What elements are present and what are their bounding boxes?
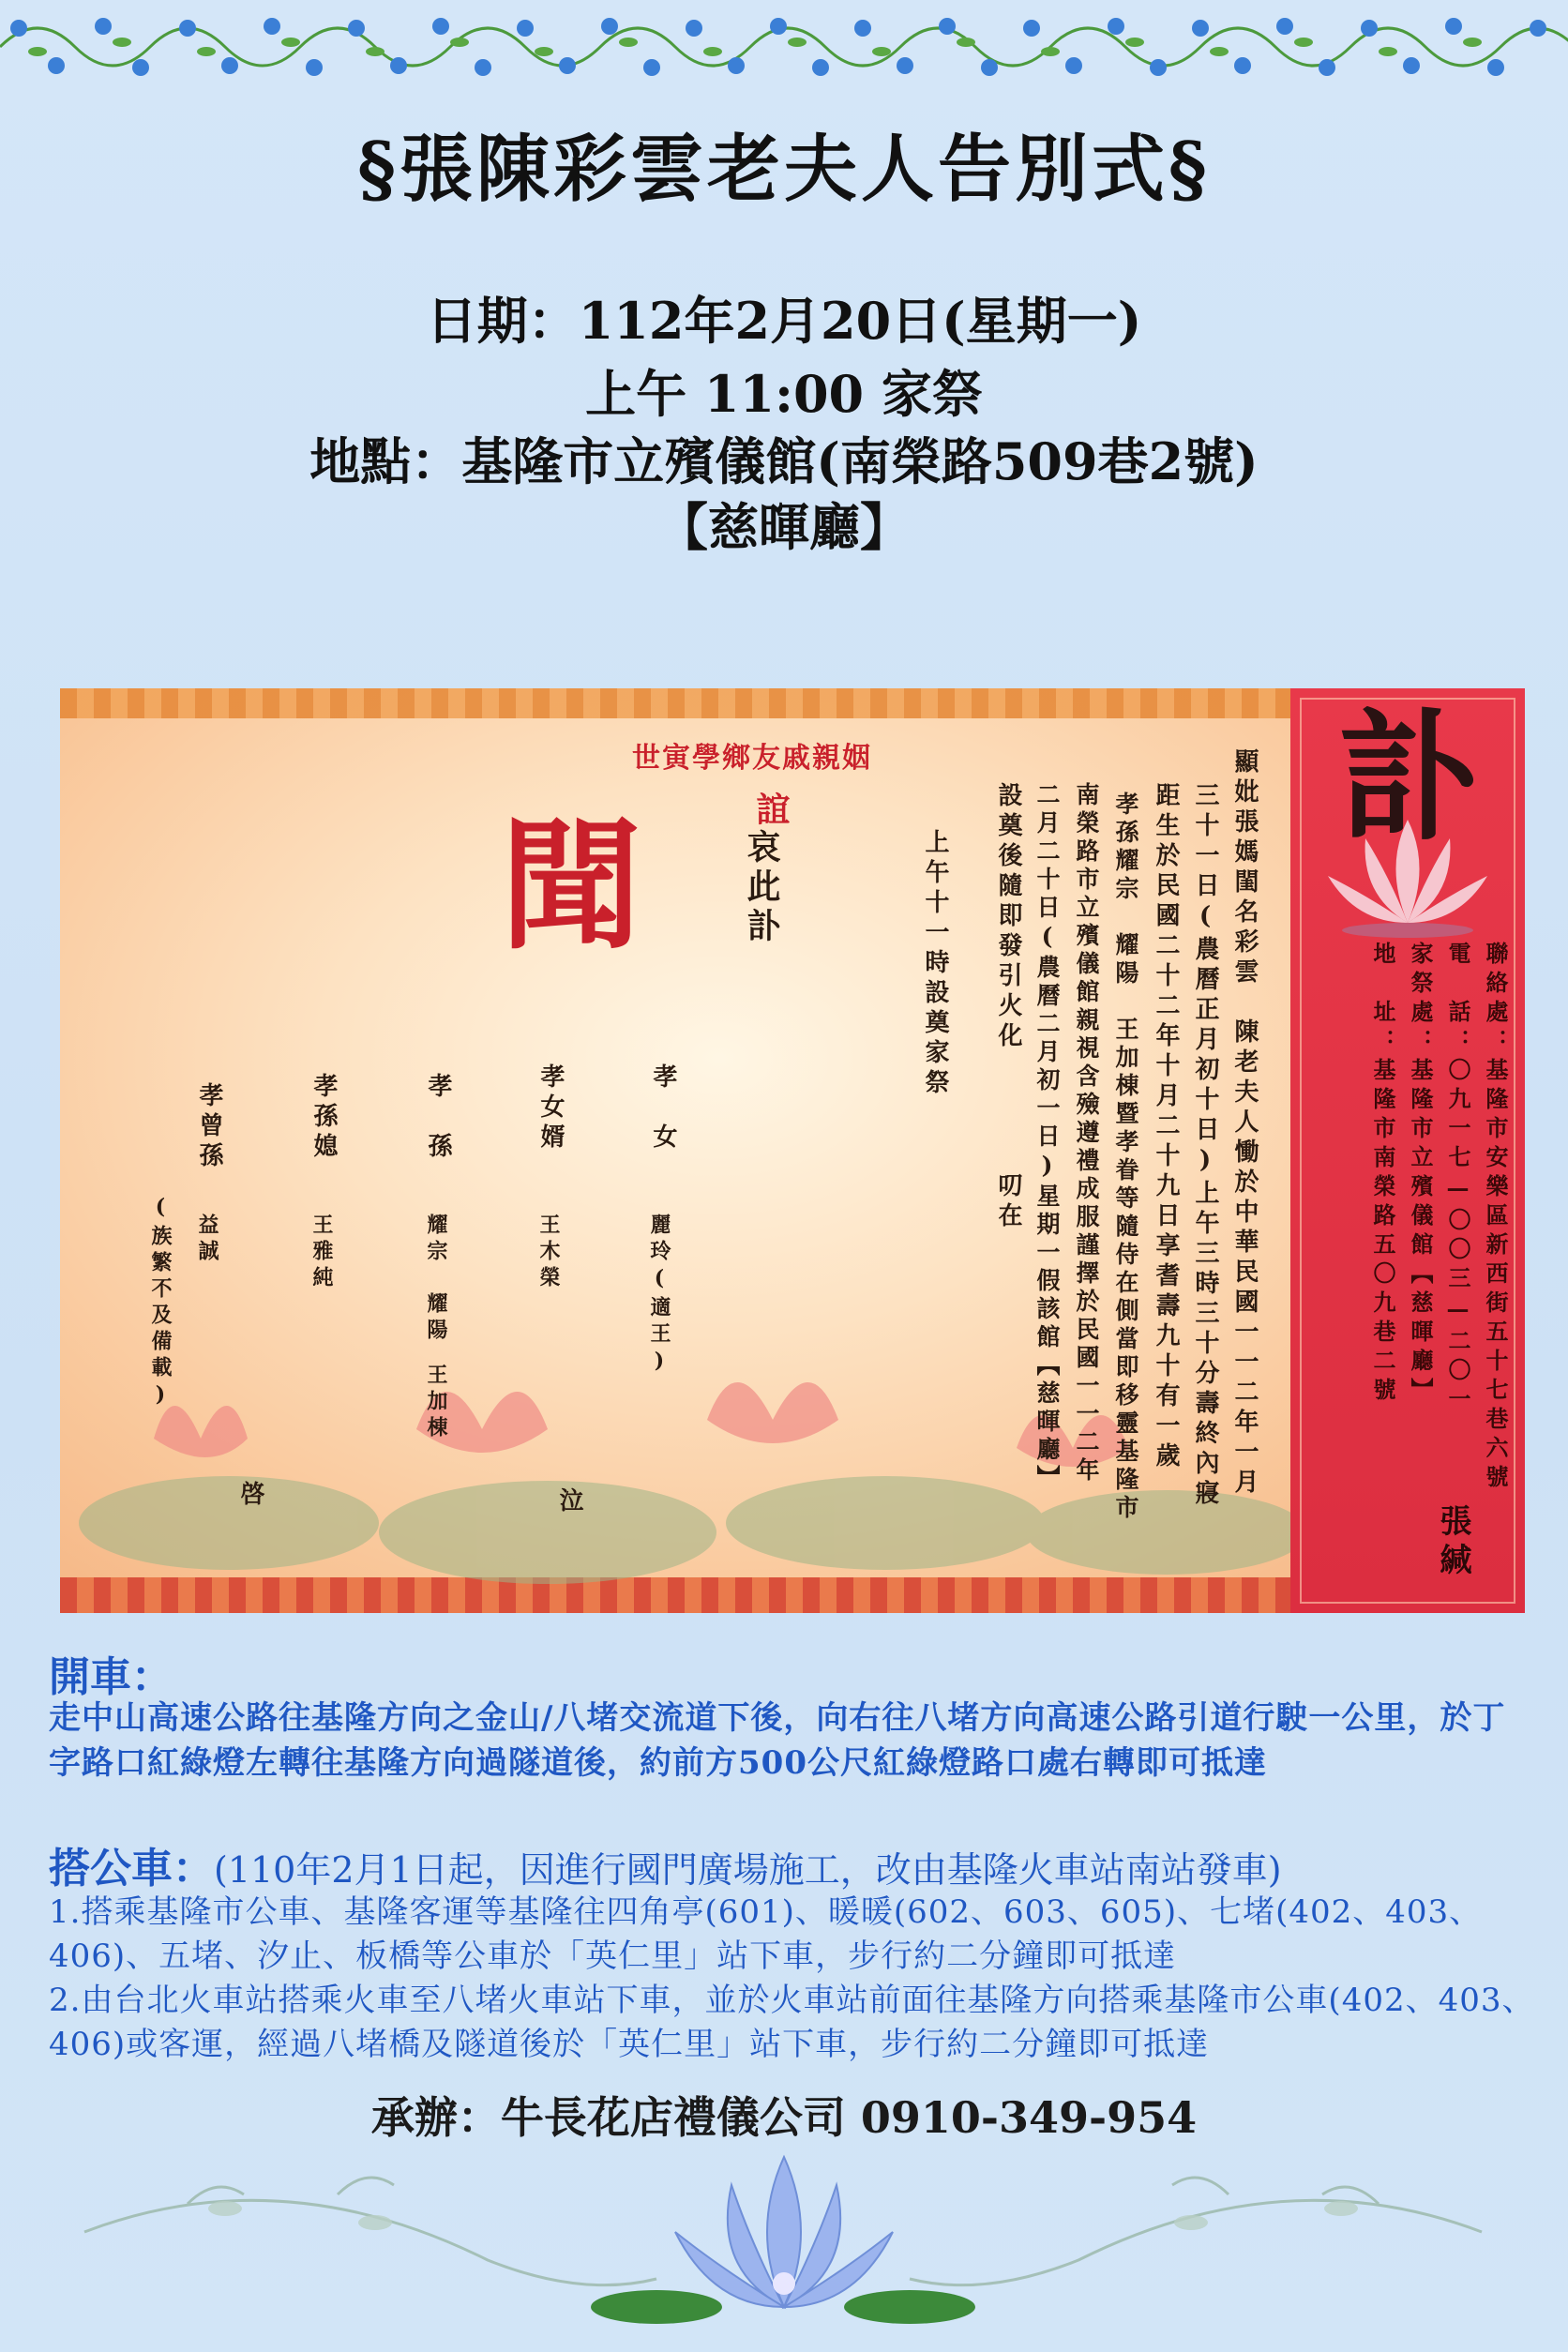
event-hall: 【慈暉廳】: [657, 497, 911, 557]
body-line-8: 上午十一時設奠家祭: [921, 829, 949, 1099]
body-line-4: 孝孫耀宗 耀陽 王加棟暨孝眷等隨侍在側當即移靈基隆市: [1112, 792, 1139, 1523]
grandson-label: 孝 孫: [424, 1073, 452, 1163]
phone-line: 電 話：〇九一七—〇〇三—二〇一: [1444, 942, 1471, 1416]
great-grandson-label: 孝曾孫: [195, 1082, 223, 1172]
card-top-band: [60, 688, 1298, 718]
body-line-1: 顯妣張媽閨名彩雲 陳老夫人慟於中華民國一一二年一月: [1230, 748, 1259, 1499]
relations-line: 世寅學鄉友戚親姻: [632, 742, 872, 775]
contact-line: 聯絡處：基隆市安樂區新西街五十七巷六號: [1482, 942, 1509, 1494]
great-grandson-name: 益誠: [195, 1214, 219, 1266]
event-location: 地點：基隆市立殯儀館(南榮路509巷2號): [309, 431, 1259, 491]
family-note: (族繁不及備載): [148, 1195, 173, 1412]
signer: 張緘: [1434, 1504, 1471, 1581]
body-line-6: 二月二十日(農曆二月初一日)星期一假該館【慈暉廳】: [1033, 782, 1061, 1493]
grandson-extra: 王加棟: [424, 1364, 448, 1442]
organizer: 承辦：牛長花店禮儀公司 0910-349-954: [370, 2092, 1198, 2143]
bus-note: (110年2月1日起，因進行國門廣場施工，改由基隆火車站南站發車): [214, 1849, 1282, 1891]
grand-daughter-in-law-label: 孝孫媳: [309, 1073, 338, 1163]
grandson-names: 耀宗 耀陽: [424, 1214, 448, 1345]
body-line-2: 三十一日(農曆正月初十日)上午三時三十分壽終內寢: [1191, 782, 1219, 1510]
floral-border-top: [0, 0, 1568, 94]
drive-text: 走中山高速公路往基隆方向之金山/八堵交流道下後，向右往八堵方向高速公路引道行駛一公里，於丁字路口紅綠燈左轉往基隆方向過隧道後，約前方500公尺紅綠燈路口處右轉即可抵達: [49, 1699, 1506, 1782]
soninlaw-label: 孝女婿: [536, 1063, 565, 1153]
fu-character: 訃: [1336, 695, 1478, 860]
ai-line: 哀此訃: [742, 829, 781, 947]
bus-route-2: 2.由台北火車站搭乘火車至八堵火車站下車，並於火車站前面往基隆方向搭乘基隆市公車(402、403、406)或客運，經過八堵橋及隧道後於「英仁里」站下車，步行約二分鐘即可抵達: [49, 1982, 1535, 2063]
soninlaw-name: 王木榮: [536, 1214, 561, 1292]
obituary-card: [60, 688, 1525, 1613]
lotus-bottom-decoration: [0, 2119, 1568, 2352]
body-line-7: 設奠後隨即發引火化 叨在: [994, 782, 1022, 1232]
daughter-name: 麗玲(適王): [647, 1214, 671, 1379]
yi-character: 誼: [751, 792, 791, 825]
grand-daughter-in-law-name: 王雅純: [309, 1214, 334, 1292]
daughter-label: 孝 女: [649, 1063, 677, 1153]
bus-route-1: 1.搭乘基隆市公車、基隆客運等基隆往四角亭(601)、暖暖(602、603、605)、七堵(402、403、406)、五堵、汐止、板橋等公車於「英仁里」站下車，步行約二分鐘即可抵達: [49, 1893, 1483, 1975]
drive-heading: 開車：: [49, 1653, 173, 1701]
address-line: 地 址：基隆市南榮路五〇九巷二號: [1369, 942, 1396, 1407]
card-right-panel: [1290, 688, 1525, 1613]
event-date: 日期：112年2月20日(星期一): [426, 291, 1142, 351]
body-line-3: 距生於民國二十二年十月二十九日享耆壽九十有一歲: [1152, 782, 1180, 1472]
event-time: 上午 11:00 家祭: [585, 364, 983, 424]
qi2-character: 啓: [236, 1481, 264, 1511]
body-line-5: 南榮路市立殯儀館親視含殮遵禮成服謹擇於民國一一二年: [1073, 782, 1100, 1485]
bus-heading: 搭公車：: [49, 1845, 214, 1892]
family-place-line: 家祭處：基隆市立殯儀館【慈暉廳】: [1407, 942, 1434, 1407]
qi-character: 泣: [555, 1487, 583, 1517]
bus-section: [49, 1834, 1549, 1894]
wen-character: 聞: [501, 804, 642, 969]
page-title: §張陳彩雲老夫人告別式§: [357, 127, 1211, 212]
